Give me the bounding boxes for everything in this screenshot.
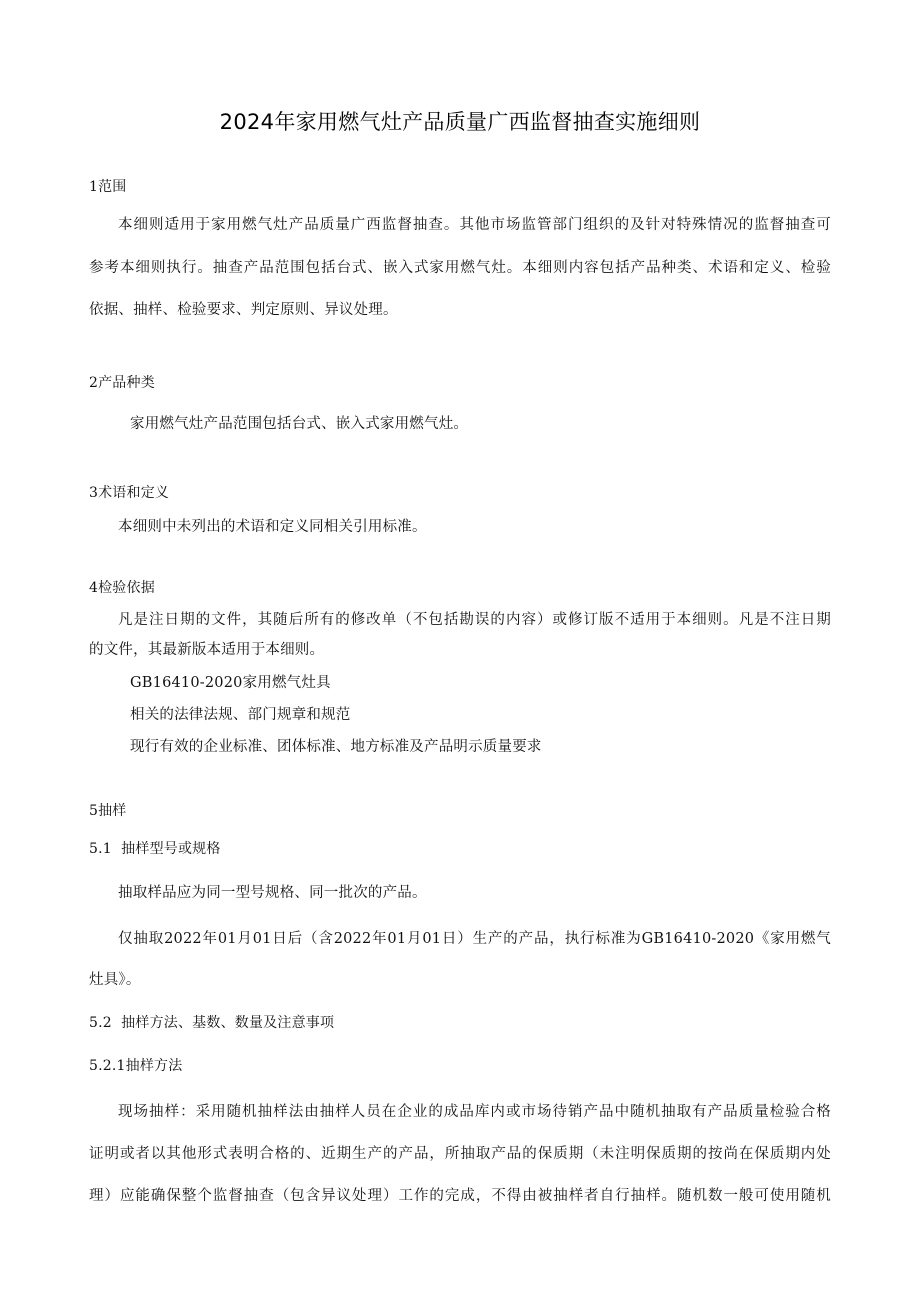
section-4-para-line-1: 凡是注日期的文件，其随后所有的修改单（不包括勘误的内容）或修订版不适用于本细则。凡是不注日期: [118, 612, 831, 628]
section-5-2-1-heading: 5.2.1抽样方法: [89, 1058, 183, 1074]
standard-item-1: GB16410-2020家用燃气灶具: [130, 675, 331, 691]
section-5-1-heading: 5.1 抽样型号或规格: [89, 841, 221, 857]
section-5-2-heading: 5.2 抽样方法、基数、数量及注意事项: [89, 1015, 335, 1031]
section-5-2-1-para-line-3: 理）应能确保整个监督抽查（包含异议处理）工作的完成，不得由被抽样者自行抽样。随机数一般可使用随机: [89, 1188, 831, 1204]
section-4-para-line-2: 的文件，其最新版本适用于本细则。: [89, 642, 325, 658]
section-2-para: 家用燃气灶产品范围包括台式、嵌入式家用燃气灶。: [130, 416, 469, 432]
section-5-2-1-para-line-1: 现场抽样：采用随机抽样法由抽样人员在企业的成品库内或市场待销产品中随机抽取有产品质量检验合格: [118, 1104, 831, 1120]
standard-item-2: 相关的法律法规、部门规章和规范: [130, 707, 351, 723]
section-5-1-para-2-line-2: 灶具》。: [89, 972, 141, 988]
section-5-1-para-1: 抽取样品应为同一型号规格、同一批次的产品。: [118, 885, 427, 901]
section-1-para-line-3: 依据、抽样、检验要求、判定原则、异议处理。: [89, 302, 398, 318]
section-3-heading: 3术语和定义: [89, 485, 170, 501]
section-5-2-1-para-line-2: 证明或者以其他形式表明合格的、近期生产的产品，所抽取产品的保质期（未注明保质期的按尚在保质期内处: [89, 1146, 831, 1162]
section-3-para: 本细则中未列出的术语和定义同相关引用标准。: [118, 519, 427, 535]
section-1-heading: 1范围: [89, 179, 127, 195]
standard-item-3: 现行有效的企业标准、团体标准、地方标准及产品明示质量要求: [130, 739, 542, 755]
section-1-para-line-1: 本细则适用于家用燃气灶产品质量广西监督抽查。其他市场监管部门组织的及针对特殊情况的监督抽查可: [118, 217, 831, 233]
section-4-heading: 4检验依据: [89, 580, 155, 596]
section-1-para-line-2: 参考本细则执行。抽查产品范围包括台式、嵌入式家用燃气灶。本细则内容包括产品种类、术语和定义、检验: [89, 260, 831, 276]
section-2-heading: 2产品种类: [89, 375, 155, 391]
section-5-heading: 5抽样: [89, 803, 127, 819]
section-5-1-para-2-line-1: 仅抽取2022年01月01日后（含2022年01月01日）生产的产品，执行标准为GB16410-2020《家用燃气: [118, 931, 831, 947]
document-title: 2024年家用燃气灶产品质量广西监督抽查实施细则: [219, 110, 701, 134]
